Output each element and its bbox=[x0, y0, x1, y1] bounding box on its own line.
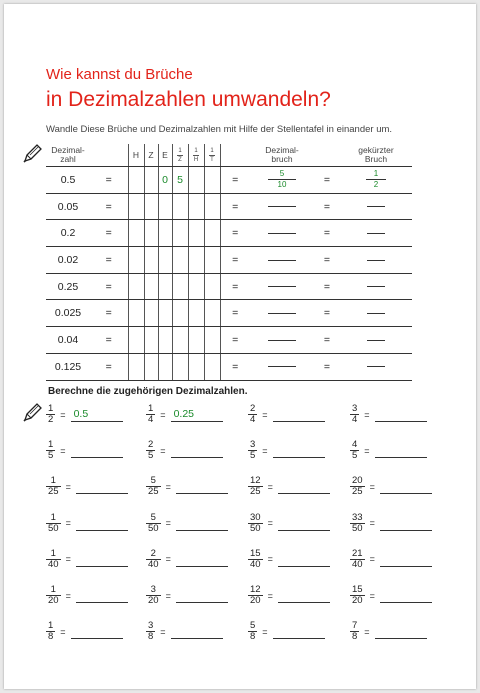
fraction: $\frac{1}{4}$ bbox=[148, 403, 154, 425]
table-header-row bbox=[46, 144, 412, 167]
fraction: $\frac{33}{50}$ bbox=[352, 511, 363, 534]
answer-field[interactable] bbox=[71, 624, 123, 639]
answer-field[interactable] bbox=[71, 443, 123, 458]
fraction: $\frac{2}{40}$ bbox=[148, 547, 159, 570]
answer-field[interactable] bbox=[273, 443, 325, 458]
decimal-value: 0.25 bbox=[46, 273, 90, 300]
header-dezimalbruch: Dezimal- bruch bbox=[250, 144, 314, 167]
fraction: $\frac{1}{25}$ bbox=[48, 475, 59, 498]
answer-field[interactable] bbox=[380, 516, 432, 531]
fraction-exercise: $\frac{21}{40}$ = bbox=[350, 549, 432, 570]
decimal-value: 0.025 bbox=[46, 300, 90, 327]
place-value-table bbox=[46, 144, 412, 381]
table-row: 0.025 = = = bbox=[46, 300, 412, 327]
table-row: 0.05 = = = bbox=[46, 193, 412, 220]
title-line-2: in Dezimalzahlen umwandeln? bbox=[46, 88, 331, 111]
fraction: $\frac{5}{25}$ bbox=[148, 475, 159, 498]
fraction-exercise: $\frac{3}{4}$ = bbox=[350, 404, 427, 425]
fraction: $\frac{21}{40}$ bbox=[352, 547, 363, 570]
fraction: $\frac{30}{50}$ bbox=[250, 511, 261, 534]
table-row: 0.2 = = = bbox=[46, 220, 412, 247]
decimal-value: 0.04 bbox=[46, 327, 90, 354]
fraction: $\frac{7}{8}$ bbox=[352, 620, 358, 643]
fraction-exercise: $\frac{3}{8}$ = bbox=[146, 621, 223, 642]
header-dezimalzahl: Dezimal- zahl bbox=[46, 144, 90, 167]
fraction-exercise: $\frac{2}{40}$ = bbox=[146, 549, 228, 570]
fraction: $\frac{3}{5}$ bbox=[250, 439, 256, 462]
fraction-exercise: $\frac{3}{20}$ = bbox=[146, 585, 228, 606]
fraction-exercise: $\frac{1}{25}$ = bbox=[46, 476, 128, 497]
fraction: $\frac{12}{25}$ bbox=[250, 475, 261, 498]
header-z: Z bbox=[144, 144, 158, 167]
decimal-value: 0.05 bbox=[46, 193, 90, 220]
answer-field[interactable] bbox=[76, 552, 128, 567]
fraction: $\frac{2}{4}$ bbox=[250, 403, 256, 425]
gekuerzt-answer[interactable]: $\frac{1}{2}$ bbox=[340, 167, 412, 194]
fraction-exercise: $\frac{2}{5}$ = bbox=[146, 440, 223, 461]
fraction-exercise: $\frac{15}{20}$ = bbox=[350, 585, 432, 606]
answer-field[interactable]: 0.5 bbox=[71, 407, 123, 422]
header-tausendstel: $\frac{1}{T}$ bbox=[204, 144, 220, 167]
header-zehntel: $\frac{1}{Z}$ bbox=[172, 144, 188, 167]
fraction-exercise: $\frac{1}{4}$ = 0.25 bbox=[146, 404, 223, 425]
fraction-exercise: $\frac{7}{8}$ = bbox=[350, 621, 427, 642]
answer-field[interactable] bbox=[375, 624, 427, 639]
fraction-exercise: $\frac{12}{20}$ = bbox=[248, 585, 330, 606]
pencil-icon bbox=[22, 142, 44, 164]
answer-field[interactable] bbox=[278, 516, 330, 531]
fraction: $\frac{1}{8}$ bbox=[48, 620, 54, 643]
exercise-subtitle: Berechne die zugehörigen Dezimalzahlen. bbox=[48, 386, 248, 397]
fraction-exercise: $\frac{20}{25}$ = bbox=[350, 476, 432, 497]
answer-field[interactable] bbox=[171, 443, 223, 458]
table-row: 0.25 = = = bbox=[46, 273, 412, 300]
fraction-exercise: $\frac{1}{5}$ = bbox=[46, 440, 123, 461]
title-line-1: Wie kannst du Brüche bbox=[46, 66, 193, 83]
fraction: $\frac{2}{5}$ bbox=[148, 439, 154, 462]
instruction-text: Wandle Diese Brüche und Dezimalzahlen mit Hilfe der Stellentafel in einander um. bbox=[46, 124, 393, 135]
fraction-exercise: $\frac{1}{50}$ = bbox=[46, 513, 128, 534]
fraction: $\frac{1}{40}$ bbox=[48, 547, 59, 570]
answer-field[interactable] bbox=[278, 479, 330, 494]
answer-field[interactable] bbox=[375, 443, 427, 458]
fraction: $\frac{3}{8}$ bbox=[148, 620, 154, 643]
fraction-exercise: $\frac{1}{2}$ = 0.5 bbox=[46, 404, 123, 425]
table-row: 0.5 = 0 5 = $\frac{5}{10}$ = $\frac{1}{2}$ bbox=[46, 167, 412, 194]
fraction-exercise: $\frac{30}{50}$ = bbox=[248, 513, 330, 534]
fraction-exercise: $\frac{5}{25}$ = bbox=[146, 476, 228, 497]
decimal-value: 0.02 bbox=[46, 247, 90, 274]
answer-field[interactable] bbox=[76, 588, 128, 603]
fraction-exercise: $\frac{1}{20}$ = bbox=[46, 585, 128, 606]
dezimalbruch-answer[interactable]: $\frac{5}{10}$ bbox=[250, 167, 314, 194]
fraction-exercise: $\frac{5}{8}$ = bbox=[248, 621, 325, 642]
table-row: 0.125 = = = bbox=[46, 353, 412, 380]
decimal-value: 0.2 bbox=[46, 220, 90, 247]
fraction-exercise: $\frac{33}{50}$ = bbox=[350, 513, 432, 534]
fraction: $\frac{1}{2}$ bbox=[48, 403, 54, 425]
fraction-exercise: $\frac{4}{5}$ = bbox=[350, 440, 427, 461]
answer-field[interactable] bbox=[380, 588, 432, 603]
fraction-exercise: $\frac{2}{4}$ = bbox=[248, 404, 325, 425]
fraction-exercise: $\frac{3}{5}$ = bbox=[248, 440, 325, 461]
fraction: $\frac{3}{4}$ bbox=[352, 403, 358, 425]
fraction: $\frac{5}{8}$ bbox=[250, 620, 256, 643]
decimal-value: 0.5 bbox=[46, 167, 90, 194]
fraction: $\frac{15}{20}$ bbox=[352, 584, 363, 606]
fraction-exercise: $\frac{1}{40}$ = bbox=[46, 549, 128, 570]
answer-field[interactable] bbox=[176, 552, 228, 567]
fraction: $\frac{4}{5}$ bbox=[352, 439, 358, 462]
fraction: $\frac{20}{25}$ bbox=[352, 475, 363, 498]
header-h: H bbox=[128, 144, 144, 167]
answer-field[interactable] bbox=[273, 407, 325, 422]
fraction: $\frac{15}{40}$ bbox=[250, 547, 261, 570]
fraction: $\frac{1}{20}$ bbox=[48, 584, 59, 606]
answer-field[interactable] bbox=[380, 479, 432, 494]
worksheet bbox=[4, 4, 476, 689]
fraction: $\frac{12}{20}$ bbox=[250, 584, 261, 606]
answer-field[interactable] bbox=[76, 516, 128, 531]
fraction-exercise: $\frac{5}{50}$ = bbox=[146, 513, 228, 534]
fraction: $\frac{1}{50}$ bbox=[48, 511, 59, 534]
answer-field[interactable] bbox=[375, 407, 427, 422]
decimal-value: 0.125 bbox=[46, 353, 90, 380]
header-hundertstel: $\frac{1}{H}$ bbox=[188, 144, 204, 167]
answer-field[interactable] bbox=[278, 552, 330, 567]
fraction: $\frac{1}{5}$ bbox=[48, 439, 54, 462]
fraction-exercise: $\frac{15}{40}$ = bbox=[248, 549, 330, 570]
fraction-exercise: $\frac{1}{8}$ = bbox=[46, 621, 123, 642]
answer-field[interactable] bbox=[278, 588, 330, 603]
fraction-exercise: $\frac{12}{25}$ = bbox=[248, 476, 330, 497]
answer-field[interactable] bbox=[273, 624, 325, 639]
header-gekuerzter-bruch: gekürzter Bruch bbox=[340, 144, 412, 167]
answer-field[interactable] bbox=[176, 588, 228, 603]
table-row: 0.02 = = = bbox=[46, 247, 412, 274]
answer-field[interactable] bbox=[171, 624, 223, 639]
digit-zehntel[interactable]: 5 bbox=[172, 167, 188, 194]
answer-field[interactable] bbox=[76, 479, 128, 494]
fraction: $\frac{5}{50}$ bbox=[148, 511, 159, 534]
fraction: $\frac{3}{20}$ bbox=[148, 584, 159, 606]
digit-e[interactable]: 0 bbox=[158, 167, 172, 194]
answer-field[interactable] bbox=[176, 516, 228, 531]
answer-field[interactable] bbox=[176, 479, 228, 494]
pencil-icon bbox=[22, 401, 44, 423]
header-e: E bbox=[158, 144, 172, 167]
answer-field[interactable]: 0.25 bbox=[171, 407, 223, 422]
table-row: 0.04 = = = bbox=[46, 327, 412, 354]
answer-field[interactable] bbox=[380, 552, 432, 567]
